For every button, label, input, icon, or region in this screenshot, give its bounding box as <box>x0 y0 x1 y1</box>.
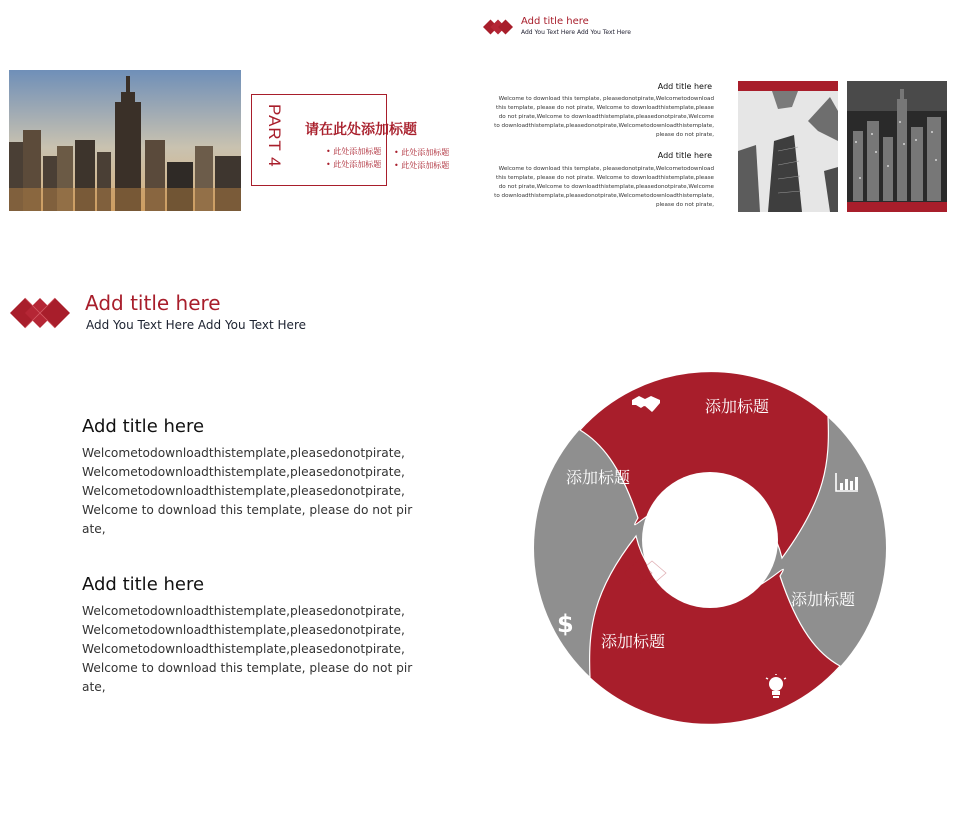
bullet-item: • 此处添加标题 <box>326 158 381 171</box>
city-skyline-photo <box>9 70 241 211</box>
part-title: 请在此处添加标题 <box>305 122 417 138</box>
section-text: Welcome to download this template, pleasedonotpirate,Welcometodownload this template, please do not pirate. Welcome to downloadthistemplate,please do not pirate,Welcome to downloadthistemplate,pleasedonotpirate,Welcome to downloadthistemplate,pleasedonotpirate,Welcometodownloadthistemplate, please do not pirate, <box>494 166 714 209</box>
section-heading: Add title here <box>657 151 712 160</box>
section-heading: Add title here <box>657 82 712 91</box>
diamond-logo-icon <box>8 288 72 338</box>
dollar-icon: $ <box>557 610 574 638</box>
diamond-logo-icon <box>482 14 514 40</box>
block-text: Welcometodownloadthistemplate,pleasedonotpirate,Welcometodownloadthistemplate,pleasedonotpirate,Welcometodownloadthistemplate,pleasedonotpirate,Welcome to download this template, please do not pirate, <box>82 604 413 694</box>
bullet-list-left <box>326 145 381 171</box>
bullet-item: • 此处添加标题 <box>394 146 449 159</box>
section-text: Welcome to download this template, pleasedonotpirate,Welcometodownload this template, please do not pirate, Welcome to downloadthistemplate,please do not pirate,Welcome to downloadthistemplate,pleasedonotpirate,Welcome to downloadthistemplate,pleasedonotpirate,Welcometodownloadthistemplate, please do not pirate, <box>494 96 714 139</box>
header-subtitle: Add You Text Here Add You Text Here <box>521 29 631 36</box>
ring-center <box>642 472 778 608</box>
bullet-item: • 此处添加标题 <box>326 145 381 158</box>
ring-label-bottom: 添加标题 <box>601 632 666 651</box>
bullet-list-right <box>394 146 449 172</box>
swirl-ring-diagram <box>530 368 890 728</box>
block-text: Welcometodownloadthistemplate,pleasedonotpirate,Welcometodownloadthistemplate,pleasedonotpirate,Welcometodownloadthistemplate,pleasedonotpirate,Welcome to download this template, please do not pirate, <box>82 446 413 536</box>
ring-label-left: 添加标题 <box>566 468 631 487</box>
buildings-photo <box>738 81 838 212</box>
ring-label-top: 添加标题 <box>705 397 770 416</box>
ring-label-right: 添加标题 <box>791 590 856 609</box>
block-heading: Add title here <box>82 416 205 437</box>
block-heading: Add title here <box>82 574 205 595</box>
header-title: Add title here <box>521 16 589 27</box>
night-city-photo <box>847 81 947 212</box>
slide-title: Add title here <box>85 291 221 315</box>
slide-subtitle: Add You Text Here Add You Text Here <box>86 318 306 332</box>
part-label: PART 4 <box>265 104 284 168</box>
bullet-item: • 此处添加标题 <box>394 159 449 172</box>
